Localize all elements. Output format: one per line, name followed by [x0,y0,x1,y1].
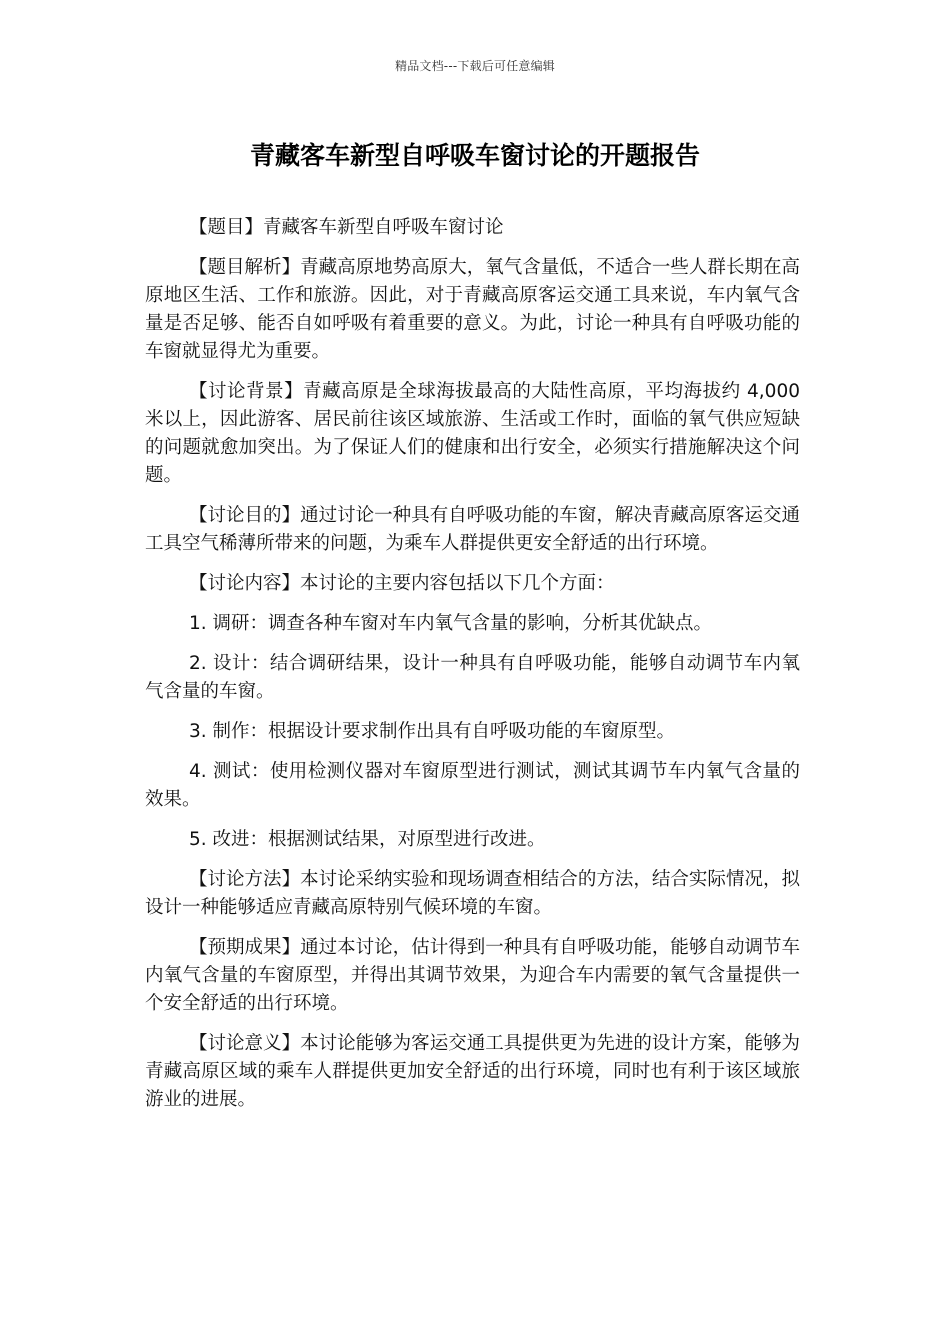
paragraph-content-intro: 【讨论内容】本讨论的主要内容包括以下几个方面： [189,573,615,594]
list-item-design: 2. 设计：结合调研结果，设计一种具有自呼吸功能，能够自动调节车内氧气含量的车窗。 [145,653,800,702]
list-item-testing: 4. 测试：使用检测仪器对车窗原型进行测试，测试其调节车内氧气含量的效果。 [145,761,800,810]
paragraph-significance: 【讨论意义】本讨论能够为客运交通工具提供更为先进的设计方案，能够为青藏高原区域的乘车人群提供更加安全舒适的出行环境，同时也有利于该区域旅游业的进展。 [145,1033,800,1110]
page-header: 精品文档---下载后可任意编辑 [395,59,555,73]
paragraph-method: 【讨论方法】本讨论采纳实验和现场调查相结合的方法，结合实际情况，拟设计一种能够适应青藏高原特别气候环境的车窗。 [145,869,800,918]
paragraph-purpose: 【讨论目的】通过讨论一种具有自呼吸功能的车窗，解决青藏高原客运交通工具空气稀薄所带来的问题，为乘车人群提供更安全舒适的出行环境。 [145,505,800,554]
list-item-fabrication: 3. 制作：根据设计要求制作出具有自呼吸功能的车窗原型。 [189,721,676,742]
list-item-improvement: 5. 改进：根据测试结果，对原型进行改进。 [189,829,546,850]
paragraph-background: 【讨论背景】青藏高原是全球海拔最高的大陆性高原，平均海拔约 4,000 米以上，因此游客、居民前往该区域旅游、生活或工作时，面临的氧气供应短缺的问题就愈加突出。为了保证人们的健康和出行安全，必须实行措施解决这个问题。 [145,381,800,486]
paragraph-topic-analysis: 【题目解析】青藏高原地势高原大，氧气含量低，不适合一些人群长期在高原地区生活、工作和旅游。因此，对于青藏高原客运交通工具来说，车内氧气含量是否足够、能否自如呼吸有着重要的意义。为此，讨论一种具有自呼吸功能的车窗就显得尤为重要。 [145,257,800,362]
paragraph-topic: 【题目】青藏客车新型自呼吸车窗讨论 [189,217,504,238]
list-item-research: 1. 调研：调查各种车窗对车内氧气含量的影响，分析其优缺点。 [189,613,713,634]
document-title: 青藏客车新型自呼吸车窗讨论的开题报告 [249,141,700,170]
document-body [145,214,800,1126]
paragraph-expected-results: 【预期成果】通过本讨论，估计得到一种具有自呼吸功能，能够自动调节车内氧气含量的车窗原型，并得出其调节效果，为迎合车内需要的氧气含量提供一个安全舒适的出行环境。 [145,937,800,1014]
